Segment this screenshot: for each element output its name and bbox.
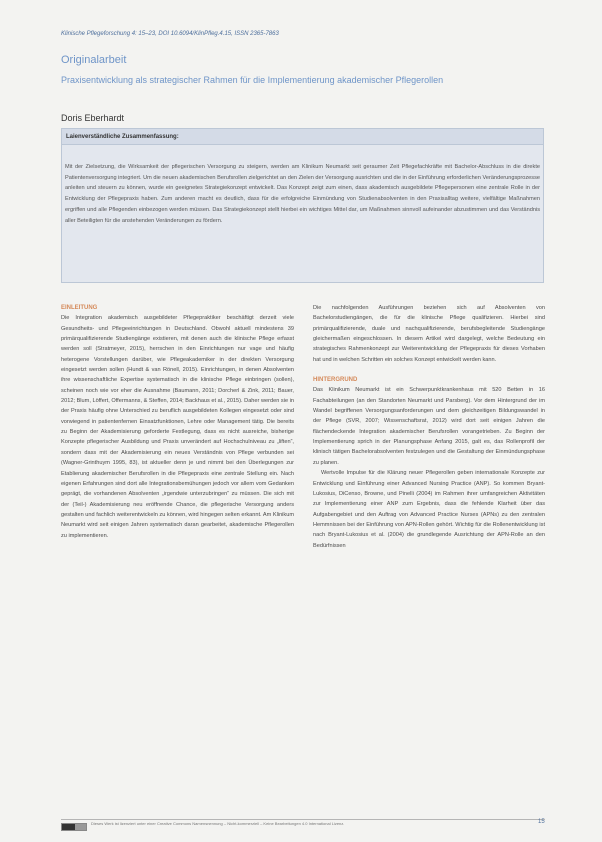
- paragraph: Wertvolle Impulse für die Klärung neuer Pflegerollen geben internationale Konzepte zur Entwicklung und Einführung einer Advanced Nursing Practice (ANP). So kommen Bryant-Lukosius, DiCenso, Browne, und Pinelli (2004) im Rahmen ihrer umfangreichen Aktivitäten zur Implementierung einer ANP zum Ergebnis, dass die fehlende Klarheit über das Aufgabengebiet und den Auftrag von Advanced Practice Nurses (APNs) zu den zentralen Hemmnissen bei der Einführung von APN-Rollen gehört. Wichtig für die Rollenentwicklung ist nach Bryant-Lukosius et al. (2004) die grundlegende Ausrichtung der APN-Rolle an den Bedürfnissen: [313, 470, 545, 549]
- left-column: [61, 303, 294, 541]
- running-head: Klinische Pflegeforschung 4: 15–23, DOI 10.6094/KlinPfleg.4.15, ISSN 2365-7863: [61, 31, 279, 37]
- footer-rule: [61, 819, 545, 820]
- section-label: Originalarbeit: [61, 54, 127, 66]
- paragraph: Das Klinikum Neumarkt ist ein Schwerpunktkrankenhaus mit 520 Betten in 16 Fachabteilungen (an den Standorten Neumarkt und Parsberg). Vor dem Hintergrund der im Wandel begriffenen Versorgungsanforderungen und dem gleichzeitigen Bildungswandel in der Pflege (SVR, 2007; Wissenschaftsrat, 2012) wird dort seit einigen Jahren die flächendeckende Integration akademischer Berufsrollen vorangetrieben. Zu Beginn der Implementierung sprich in der Planungsphase Anfang 2015, galt es, das Rollenprofil der klinisch tätigen Bachelorabsolventen festzulegen und die Gestaltung der Einmündungsphase zu planen.: [313, 387, 545, 466]
- heading-einleitung: EINLEITUNG: [61, 305, 98, 311]
- right-column: [313, 303, 545, 551]
- article-title: Praxisentwicklung als strategischer Rahmen für die Implementierung akademischer Pflegerollen: [61, 75, 444, 85]
- page-number: 15: [538, 819, 545, 825]
- cc-license-logo: [61, 823, 87, 831]
- heading-hintergrund: HINTERGRUND: [313, 377, 358, 384]
- paragraph: Die Integration akademisch ausgebildeter Pflegepraktiker beschäftigt derzeit viele Gesundheits- und Pflegeeinrichtungen in Deutschland. Obwohl aktuell mindestens 39 primärqualifizierende Studiengänge existieren, mit denen auch die klinische Pflege erfasst werden soll (Stratmeyer, 2015), herrschen in den Einrichtungen nur vage und häufig heterogene Vorstellungen darüber, wie Pflegeakademiker in der direkten Versorgung eingesetzt werden sollen (Hundt & van Rönell, 2015). Einrichtungen, in denen Absolventen ihre wissenschaftliche Expertise systematisch in die klinische Pflege einbringen (sollen), scheinen noch wie vor eher die Ausnahme (Baumann, 2011; Dorcherl & Zink, 2011; Bauer, 2012; Blum, Löffert, Offermanns, & Steffen, 2014; Backhaus et al., 2015). Daher werden sie in der Praxis häufig ohne Unterschied zu beruflich ausgebildeten Kollegen eingesetzt oder sind vorwiegend in patientenfernen Einsatzfunktionen, Lehre oder Management tätig. Die bereits zu Beginn der Akademisierung geforderte Festlegung, dass es nicht ausreiche, bisherige Konzepte pflegerischer Ausbildung und Praxis unverändert auf Hochschulniveau zu „liften“, sondern dass mit der Akademisierung ein neues Verständnis von Pflege verbunden sei (Wagner-Grinthuym 1995, 83), ist aktueller denn je und nimmt bei den Überlegungen zur Etablierung akademischer Berufsrollen in die Pflegepraxis eine zentrale Stellung ein. Nach eigenen Erfahrungen sind dort alle Integrationsbemühungen jedoch vor allem vom Gedanken geprägt, die vorhandenen Absolventen „irgendwie unterzubringen“ zu müssen. Die sich mit der (Teil-) Akademisierung neu eröffnende Chance, die pflegerische Versorgung anders gestalten und fachlich weiterentwickeln zu können, wird hingegen selten erkannt. Am Klinikum Neumarkt wird seit einigen Jahren systematisch daran gearbeitet, akademische Pflegerollen zu implementieren.: [61, 315, 294, 539]
- author-name: Doris Eberhardt: [61, 113, 125, 123]
- paragraph: Die nachfolgenden Ausführungen beziehen sich auf Absolventen von Bachelorstudiengängen, die für die klinische Pflege qualifizieren. Hierbei sind primärqualifizierende, duale und nachqualifizierende, berufsbegleitende Studiengänge gleichermaßen eingeschlossen. In diesem Artikel wird dargelegt, welche Bedeutung ein strategisches Rahmenkonzept zur Weiterentwicklung der Pflegepraxis für dieses Vorhaben hat und in welchen Schritten ein solches Konzept entwickelt werden kann.: [313, 305, 545, 363]
- lay-summary-heading: Laienverständliche Zusammenfassung:: [62, 129, 543, 145]
- lay-summary-text: Mit der Zielsetzung, die Wirksamkeit der pflegerischen Versorgung zu steigern, werden am Klinikum Neumarkt seit geraumer Zeit Pflegefachkräfte mit Bachelor-Abschluss in die direkte Patientenversorgung integriert. Um die neuen akademischen Berufsrollen zielgerichtet an den Zielen der Versorgung ausrichten und die in der Einführung erforderlichen Veränderungsprozesse anleiten und steuern zu können, wurde ein geeignetes Strategiekonzept entwickelt. Das Konzept zeigt zum einen, dass akademisch ausgebildete Pflegepersonen eine zentrale Rolle in der Entwicklung der Pflegepraxis haben. Zum anderen macht es deutlich, dass für die erfolgreiche Einmündung von Studienabsolventen in den Praxisalltag weitere, vielfältige Maßnahmen ergriffen und alle Pflegenden einbezogen werden müssen. Das Strategiekonzept stellt hierbei ein wichtiges Mittel dar, um Maßnahmen sinnvoll aufeinander abzustimmen und das Verständnis aller Beteiligten für die anstehenden Veränderungen zu fördern.: [65, 164, 540, 224]
- license-text: Dieses Werk ist lizenziert unter einer Creative Commons Namensnennung – Nicht-kommerziell – Keine Bearbeitungen 4.0 International Lizenz.: [91, 821, 345, 826]
- lay-summary-box: [61, 128, 544, 283]
